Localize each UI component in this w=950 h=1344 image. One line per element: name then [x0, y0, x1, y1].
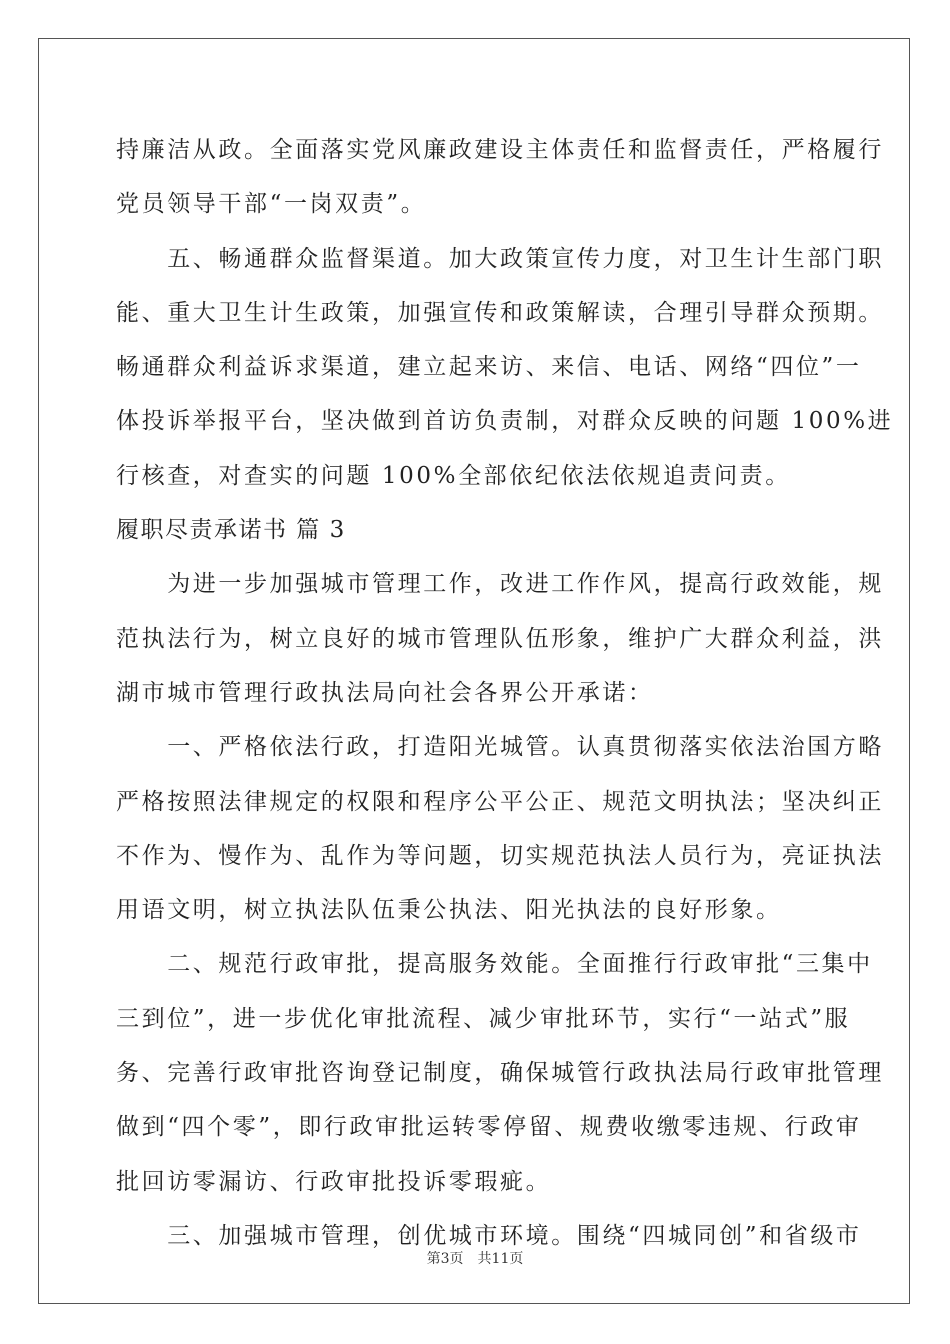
text-line: 三到位”，进一步优化审批流程、减少审批环节，实行“一站式”服 — [116, 1005, 851, 1032]
text-line: 务、完善行政审批咨询登记制度，确保城管行政执法局行政审批管理 — [116, 1060, 884, 1087]
text-line: 一、严格依法行政，打造阳光城管。认真贯彻落实依法治国方略 — [116, 734, 884, 761]
text-line: 能、重大卫生计生政策，加强宣传和政策解读，合理引导群众预期。 — [116, 299, 884, 326]
page-footer: 第3页 共11页 — [426, 1251, 524, 1267]
text-line: 畅通群众利益诉求渠道，建立起来访、来信、电话、网络“四位”一 — [116, 354, 862, 381]
text-line: 持廉洁从政。全面落实党风廉政建设主体责任和监督责任，严格履行 — [116, 137, 884, 163]
text-line: 体投诉举报平台，坚决做到首访负责制，对群众反映的问题 100%进 — [116, 408, 894, 435]
text-line: 五、畅通群众监督渠道。加大政策宣传力度，对卫生计生部门职 — [116, 245, 884, 272]
text-line: 严格按照法律规定的权限和程序公平公正、规范文明执法；坚决纠正 — [116, 788, 884, 815]
text-line: 为进一步加强城市管理工作，改进工作作风，提高行政效能，规 — [116, 571, 884, 598]
text-line: 做到“四个零”，即行政审批运转零停留、规费收缴零违规、行政审 — [116, 1114, 862, 1141]
text-line: 范执法行为，树立良好的城市管理队伍形象，维护广大群众利益，洪 — [116, 625, 884, 652]
document-body — [116, 128, 894, 1268]
text-line: 批回访零漏访、行政审批投诉零瑕疵。 — [116, 1168, 552, 1195]
text-line: 三、加强城市管理，创优城市环境。围绕“四城同创”和省级市 — [116, 1222, 862, 1249]
text-line: 二、规范行政审批，提高服务效能。全面推行行政审批“三集中 — [116, 951, 873, 978]
text-line: 不作为、慢作为、乱作为等问题，切实规范执法人员行为，亮证执法 — [116, 842, 884, 869]
section-heading: 履职尽责承诺书 篇 3 — [116, 517, 346, 544]
text-line: 用语文明，树立执法队伍秉公执法、阳光执法的良好形象。 — [116, 897, 782, 924]
text-line: 湖市城市管理行政执法局向社会各界公开承诺： — [116, 679, 654, 706]
text-line: 行核查，对查实的问题 100%全部依纪依法依规追责问责。 — [116, 462, 791, 489]
text-line: 党员领导干部“一岗双责”。 — [116, 191, 427, 218]
